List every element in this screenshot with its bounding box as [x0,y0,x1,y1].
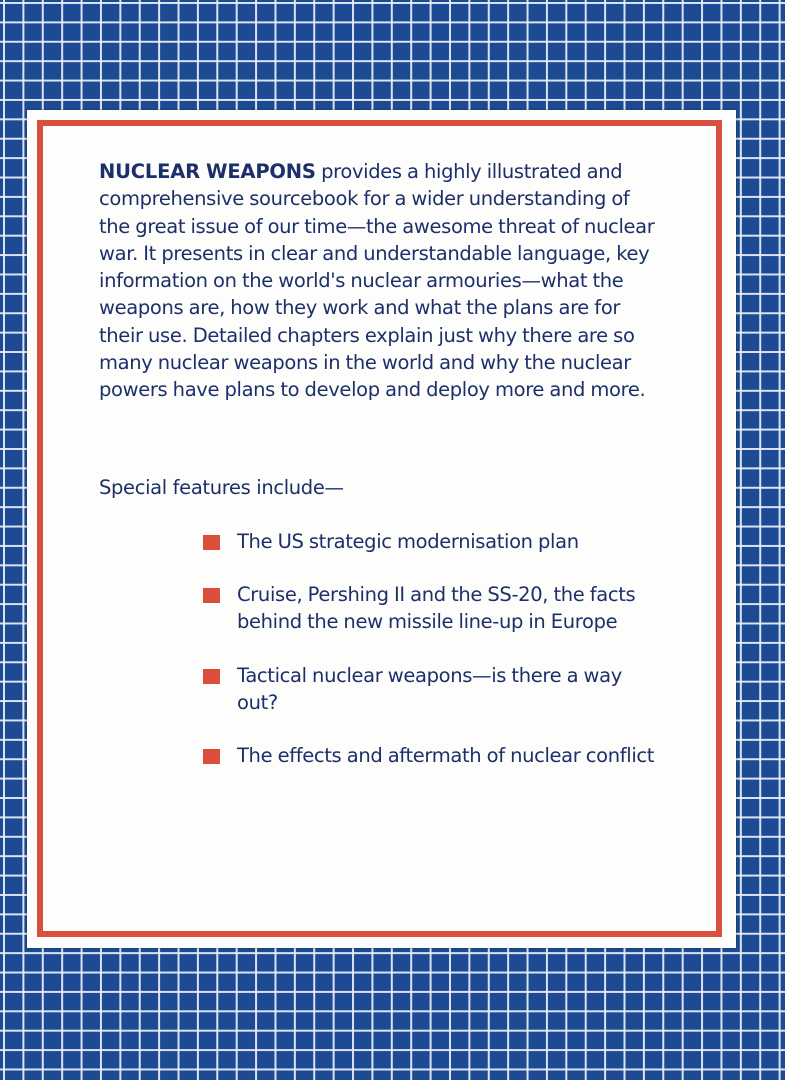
feature-text: The effects and aftermath of nuclear conflict [237,744,655,768]
feature-text: Cruise, Pershing II and the SS-20, the facts behind the new missile line-up in Europe [237,582,636,634]
features-heading: Special features include— [99,475,344,499]
red-square-bullet-icon [203,588,220,603]
feature-text: Tactical nuclear weapons—is there a way out? [237,663,622,714]
feature-item [203,528,659,555]
red-square-bullet-icon [203,749,220,764]
feature-text: The US strategic modernisation plan [237,529,579,553]
intro-paragraph [99,158,659,404]
intro-text: provides a highly illustrated and comprehensive sourcebook for a wider understanding of the great issue of our time—the awesome threat of nuclear war. It presents in clear and understandable language, key information on the world's nuclear armouries—what the weapons are, how they work and what the plans are for their use. Detailed chapters explain just why there are so many nuclear weapons in the world and why the nuclear powers have plans to develop and deploy more and more. [99,160,655,402]
feature-list [99,528,659,770]
feature-item [203,742,659,769]
blurb-content [99,158,659,795]
back-cover-panel [27,110,736,948]
red-square-bullet-icon [203,535,220,550]
red-square-bullet-icon [203,669,220,684]
feature-item [203,581,659,636]
book-title: NUCLEAR WEAPONS [99,160,316,183]
feature-item [203,662,659,717]
